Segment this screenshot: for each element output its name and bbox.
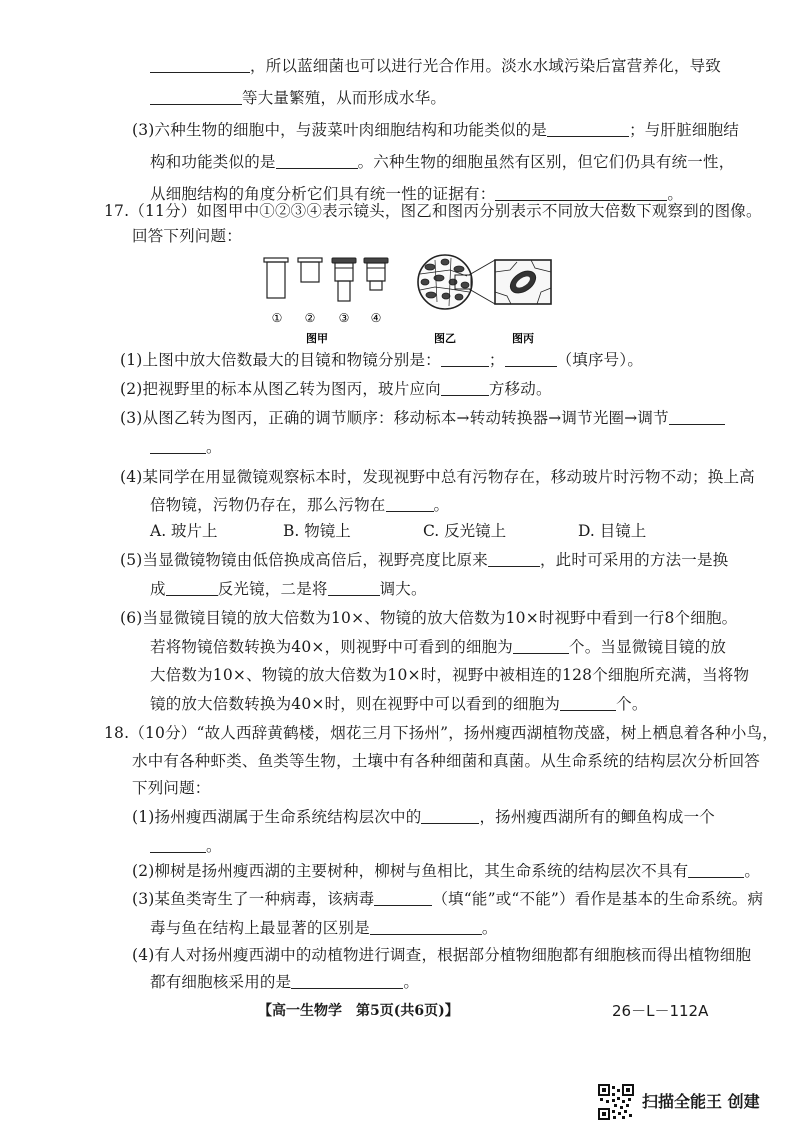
option-b[interactable]: B. 物镜上 (283, 522, 351, 540)
q16-line-2: 等大量繁殖，从而形成水华。 (150, 87, 446, 109)
answer-blank[interactable] (150, 437, 206, 454)
answer-blank[interactable] (441, 379, 489, 396)
answer-blank[interactable] (328, 579, 380, 596)
page-footer: 【高一生物学 第5页(共6页)】 (258, 1003, 459, 1019)
qr-code-icon (598, 1084, 634, 1120)
microscope-figure (255, 252, 555, 347)
lens-3 (332, 258, 356, 301)
answer-blank[interactable] (669, 408, 725, 425)
q17-4-line-2: 倍物镜，污物仍存在，那么污物在 。 (150, 496, 450, 514)
answer-blank[interactable] (495, 184, 667, 201)
q18-3-line-1: (3)某鱼类寄生了一种病毒，该病毒 （填“能”或“不能”）看作是基本的生命系统。病 (132, 890, 764, 908)
answer-blank[interactable] (688, 861, 744, 878)
answer-blank[interactable] (276, 152, 358, 169)
q16-3-line-2: 构和功能类似的是 。六种生物的细胞虽然有区别，但它们仍具有统一性， (150, 153, 735, 171)
q18-line-3: 下列问题： (132, 779, 211, 797)
answer-blank[interactable] (291, 972, 403, 989)
answer-blank[interactable] (150, 56, 250, 73)
option-c[interactable]: C. 反光镜上 (423, 522, 507, 540)
q18-1-line-1: (1)扬州瘦西湖属于生命系统结构层次中的 ，扬州瘦西湖所有的鲫鱼构成一个 (132, 808, 715, 826)
lens-label-1: ① (271, 311, 283, 325)
q17-4-line-1: (4)某同学在用显微镜观察标本时，发现视野中总有污物存在，移动玻片时污物不动；换上高 (120, 468, 755, 486)
q17-title: 17.（11分）如图甲中①②③④表示镜头，图乙和图丙分别表示不同放大倍数下观察到的图像。 (104, 202, 762, 220)
answer-blank[interactable] (547, 120, 629, 137)
lens-2 (298, 258, 322, 282)
option-d[interactable]: D. 目镜上 (578, 522, 647, 540)
q18-4-line-1: (4)有人对扬州瘦西湖中的动植物进行调查，根据部分植物细胞都有细胞核而得出植物细胞 (132, 946, 752, 964)
q18-4-line-2: 都有细胞核采用的是 。 (150, 973, 420, 991)
q16-3-line-3: 从细胞结构的角度分析它们具有统一性的证据有： 。 (150, 185, 684, 203)
q17-2: (2)把视野里的标本从图乙转为图丙，玻片应向 方移动。 (120, 380, 552, 398)
q18-title: 18.（10分）“故人西辞黄鹤楼，烟花三月下扬州”，扬州瘦西湖植物茂盛，树上栖息着各种小鸟， (104, 724, 778, 742)
answer-blank[interactable] (513, 637, 569, 654)
q17-3-line-2: 。 (150, 436, 222, 458)
q18-1-line-2: 。 (150, 835, 222, 857)
lens-label-4: ④ (370, 311, 382, 325)
answer-blank[interactable] (505, 350, 557, 367)
answer-blank[interactable] (166, 579, 218, 596)
figure-label-bing: 图丙 (512, 332, 534, 345)
q17-instruction: 回答下列问题： (132, 227, 242, 245)
q17-6-line-1: (6)当显微镜目镜的放大倍数为10×、物镜的放大倍数为10×时视野中看到一行8个细胞。 (120, 609, 738, 627)
answer-blank[interactable] (374, 889, 432, 906)
option-a[interactable]: A. 玻片上 (150, 522, 218, 540)
scanner-brand: 扫描全能王 创建 (642, 1092, 760, 1111)
answer-blank[interactable] (370, 918, 482, 935)
answer-blank[interactable] (150, 88, 242, 105)
q17-3-line-1: (3)从图乙转为图丙，正确的调节顺序：移动标本→转动转换器→调节光圈→调节 (120, 407, 725, 429)
answer-blank[interactable] (386, 495, 434, 512)
view-high-power (495, 260, 551, 304)
lens-label-3: ③ (338, 311, 350, 325)
answer-blank[interactable] (421, 807, 479, 824)
q16-3-line-1: (3)六种生物的细胞中，与菠菜叶肉细胞结构和功能类似的是 ；与肝脏细胞结 (132, 121, 739, 139)
answer-blank[interactable] (488, 550, 540, 567)
q17-6-line-4: 镜的放大倍数转换为40×时，则在视野中可以看到的细胞为 个。 (150, 695, 648, 713)
q17-5-line-1: (5)当显微镜物镜由低倍换成高倍后，视野亮度比原来 ，此时可采用的方法一是换 (120, 551, 729, 569)
q18-2: (2)柳树是扬州瘦西湖的主要树种，柳树与鱼相比，其生命系统的结构层次不具有 。 (132, 862, 761, 880)
lens-1 (264, 258, 288, 298)
q18-line-2: 水中有各种虾类、鱼类等生物，土壤中有各种细菌和真菌。从生命系统的结构层次分析回答 (132, 752, 761, 770)
answer-blank[interactable] (560, 694, 616, 711)
q18-3-line-2: 毒与鱼在结构上最显著的区别是 。 (150, 919, 498, 937)
q16-line-1: ，所以蓝细菌也可以进行光合作用。淡水水域污染后富营养化，导致 (150, 55, 721, 77)
q17-5-line-2: 成 反光镜，二是将 调大。 (150, 580, 427, 598)
q17-6-line-3: 大倍数为10×、物镜的放大倍数为10×时，视野中被相连的128个细胞所充满，当将物 (150, 666, 750, 684)
q17-1: (1)上图中放大倍数最大的目镜和物镜分别是： ； （填序号）。 (120, 351, 644, 369)
answer-blank[interactable] (441, 350, 489, 367)
lens-4 (364, 258, 388, 290)
q17-6-line-2: 若将物镜倍数转换为40×，则视野中可看到的细胞为 个。当显微镜目镜的放 (150, 638, 727, 656)
exam-code: 26－L－112A (612, 1002, 709, 1020)
figure-label-yi: 图乙 (434, 332, 456, 345)
answer-blank[interactable] (150, 836, 206, 853)
view-low-power (418, 255, 472, 309)
figure-label-jia: 图甲 (306, 332, 328, 345)
lens-label-2: ② (304, 311, 316, 325)
